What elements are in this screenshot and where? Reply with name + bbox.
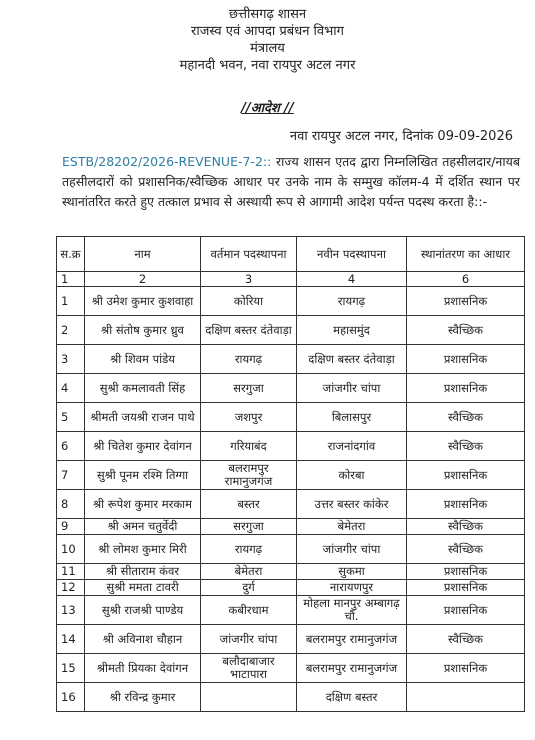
current-posting-cell: कबीरधाम [201, 596, 297, 625]
transfer-basis-cell: स्वैच्छिक [407, 625, 525, 654]
table-row [57, 564, 525, 580]
current-posting-cell: सरगुजा [201, 374, 297, 403]
new-posting-cell: जांजगीर चांपा [297, 374, 407, 403]
current-posting-cell: गरियाबंद [201, 432, 297, 461]
col-header-name: नाम [85, 237, 201, 272]
current-posting-cell: जांजगीर चांपा [201, 625, 297, 654]
name-cell: सुश्री कमलावती सिंह [85, 374, 201, 403]
transfer-basis-cell: प्रशासनिक [407, 490, 525, 519]
serial-number-cell: 10 [57, 535, 85, 564]
serial-number-cell: 11 [57, 564, 85, 580]
name-cell: श्री अमन चतुर्वेदी [85, 519, 201, 535]
serial-number-cell: 6 [57, 432, 85, 461]
new-posting-cell: रायगढ़ [297, 287, 407, 316]
name-cell: श्रीमती प्रियका देवांगन [85, 654, 201, 683]
current-posting-cell: रायगढ़ [201, 345, 297, 374]
name-cell: श्री संतोष कुमार ध्रुव [85, 316, 201, 345]
serial-number-cell: 9 [57, 519, 85, 535]
name-cell: श्री उमेश कुमार कुशवाहा [85, 287, 201, 316]
current-posting-cell: कोरिया [201, 287, 297, 316]
new-posting-cell: कोरबा [297, 461, 407, 490]
name-cell: श्री रविन्द्र कुमार [85, 683, 201, 712]
name-cell: श्री शिवम पांडेय [85, 345, 201, 374]
table-row [57, 432, 525, 461]
new-posting-cell: बलरामपुर रामानुजगंज [297, 625, 407, 654]
table-row [57, 580, 525, 596]
new-posting-cell: दक्षिण बस्तर दंतेवाड़ा [297, 345, 407, 374]
current-posting-cell: जशपुर [201, 403, 297, 432]
col-header-current: वर्तमान पदस्थापना [201, 237, 297, 272]
col-header-sno: स.क्र [57, 237, 85, 272]
serial-number-cell: 3 [57, 345, 85, 374]
col-number: 2 [85, 272, 201, 287]
new-posting-cell: मोहला मानपुर अम्बागढ़ चौं. [297, 596, 407, 625]
serial-number-cell: 15 [57, 654, 85, 683]
name-cell: श्री रूपेश कुमार मरकाम [85, 490, 201, 519]
transfer-basis-cell: स्वैच्छिक [407, 403, 525, 432]
new-posting-cell: बिलासपुर [297, 403, 407, 432]
current-posting-cell: दुर्ग [201, 580, 297, 596]
current-posting-cell: बलरामपुर रामानुजगंज [201, 461, 297, 490]
serial-number-cell: 8 [57, 490, 85, 519]
current-posting-cell: सरगुजा [201, 519, 297, 535]
serial-number-cell: 13 [57, 596, 85, 625]
transfer-basis-cell: प्रशासनिक [407, 654, 525, 683]
new-posting-cell: उत्तर बस्तर कांकेर [297, 490, 407, 519]
current-posting-cell [201, 683, 297, 712]
col-header-basis: स्थानांतरण का आधार [407, 237, 525, 272]
name-cell: सुश्री पूनम रश्मि तिग्गा [85, 461, 201, 490]
table-row [57, 287, 525, 316]
transfer-basis-cell: प्रशासनिक [407, 564, 525, 580]
transfer-basis-cell: स्वैच्छिक [407, 432, 525, 461]
table-row [57, 596, 525, 625]
name-cell: श्री सीताराम कंवर [85, 564, 201, 580]
table-row [57, 490, 525, 519]
serial-number-cell: 7 [57, 461, 85, 490]
transfer-basis-cell: प्रशासनिक [407, 580, 525, 596]
new-posting-cell: बलरामपुर रामानुजगंज [297, 654, 407, 683]
order-date: नवा रायपुर अटल नगर, दिनांक 09-09-2026 [289, 129, 513, 144]
order-body [62, 152, 520, 212]
govt-name: छत्तीसगढ़ शासन [228, 7, 307, 22]
table-row [57, 374, 525, 403]
table-row [57, 403, 525, 432]
table-row [57, 345, 525, 374]
transfer-basis-cell: प्रशासनिक [407, 596, 525, 625]
transfer-basis-cell: स्वैच्छिक [407, 316, 525, 345]
transfer-basis-cell: प्रशासनिक [407, 461, 525, 490]
new-posting-cell: बेमेतरा [297, 519, 407, 535]
table-row [57, 535, 525, 564]
transfer-basis-cell: प्रशासनिक [407, 287, 525, 316]
new-posting-cell: सुकमा [297, 564, 407, 580]
serial-number-cell: 14 [57, 625, 85, 654]
table-header-row [57, 237, 525, 272]
name-cell: श्रीमती जयश्री राजन पाथे [85, 403, 201, 432]
table-row [57, 519, 525, 535]
current-posting-cell: बलौदाबाजार भाटापारा [201, 654, 297, 683]
serial-number-cell: 1 [57, 287, 85, 316]
new-posting-cell: जांजगीर चांपा [297, 535, 407, 564]
new-posting-cell: राजनांदगांव [297, 432, 407, 461]
order-title: //आदेश // [241, 101, 294, 116]
name-cell: सुश्री राजश्री पाण्डेय [85, 596, 201, 625]
serial-number-cell: 2 [57, 316, 85, 345]
current-posting-cell: बेमेतरा [201, 564, 297, 580]
current-posting-cell: रायगढ़ [201, 535, 297, 564]
transfer-table [56, 236, 525, 712]
order-body-text: राज्य शासन एतद द्वारा निम्नलिखित तहसीलदार/नायब तहसीलदारों को प्रशासनिक/स्वैच्छिक आधार पर उनके नाम के सम्मुख कॉलम-4 में दर्शित स्थान पर स्थानांतरित करते हुए तत्काल प्रभाव से अस्थायी रूप से आगामी आदेश पर्यन्त पदस्थ करता है::- [62, 154, 520, 209]
name-cell: श्री चितेश कुमार देवांगन [85, 432, 201, 461]
col-number: 6 [407, 272, 525, 287]
col-header-new: नवीन पदस्थापना [297, 237, 407, 272]
col-number: 3 [201, 272, 297, 287]
current-posting-cell: बस्तर [201, 490, 297, 519]
name-cell: श्री लोमश कुमार मिरी [85, 535, 201, 564]
new-posting-cell: महासमुंद [297, 316, 407, 345]
name-cell: सुश्री ममता टावरी [85, 580, 201, 596]
serial-number-cell: 4 [57, 374, 85, 403]
letterhead [0, 6, 535, 74]
column-number-row [57, 272, 525, 287]
serial-number-cell: 5 [57, 403, 85, 432]
col-number: 4 [297, 272, 407, 287]
table-row [57, 625, 525, 654]
new-posting-cell: नारायणपुर [297, 580, 407, 596]
serial-number-cell: 12 [57, 580, 85, 596]
serial-number-cell: 16 [57, 683, 85, 712]
transfer-basis-cell: स्वैच्छिक [407, 519, 525, 535]
department-name: राजस्व एवं आपदा प्रबंधन विभाग [191, 24, 344, 39]
ministry-label: मंत्रालय [250, 41, 285, 56]
current-posting-cell: दक्षिण बस्तर दंतेवाड़ा [201, 316, 297, 345]
transfer-basis-cell: प्रशासनिक [407, 345, 525, 374]
order-reference: ESTB/28202/2026-REVENUE-7-2:: [62, 154, 272, 169]
new-posting-cell: दक्षिण बस्तर [297, 683, 407, 712]
table-row [57, 461, 525, 490]
table-row [57, 654, 525, 683]
col-number: 1 [57, 272, 85, 287]
office-address: महानदी भवन, नवा रायपुर अटल नगर [179, 58, 356, 73]
table-row [57, 316, 525, 345]
name-cell: श्री अविनाश चौहान [85, 625, 201, 654]
table-row [57, 683, 525, 712]
transfer-basis-cell [407, 683, 525, 712]
transfer-basis-cell: प्रशासनिक [407, 374, 525, 403]
transfer-basis-cell: स्वैच्छिक [407, 535, 525, 564]
